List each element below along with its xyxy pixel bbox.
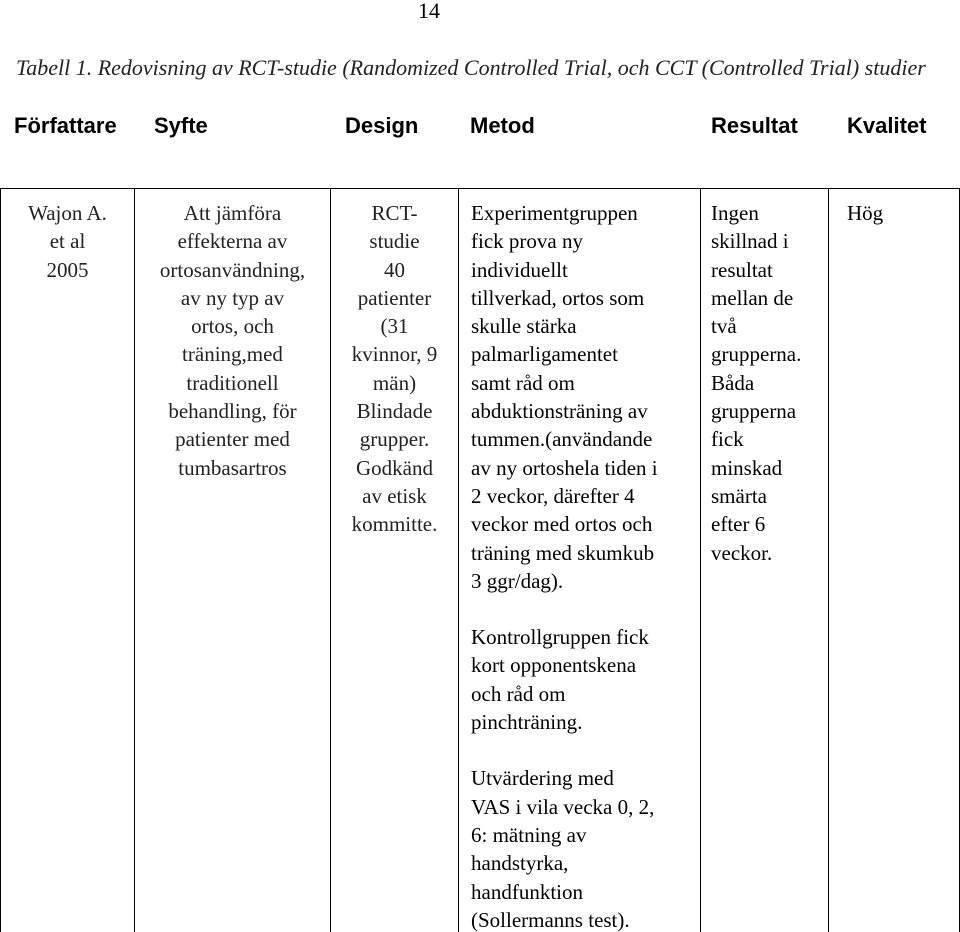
cell-quality xyxy=(829,189,960,932)
cell-design xyxy=(331,189,459,932)
method-control-text: Kontrollgruppen fick kort opponentskena och råd om pinchträning. xyxy=(471,625,649,735)
header-purpose: Syfte xyxy=(154,113,208,138)
purpose-text: Att jämföra effekterna av ortosanvändning, av ny typ av ortos, och träning,med traditionell behandling, för patienter med tumbasartros xyxy=(159,201,306,480)
author-text: Wajon A. et al 2005 xyxy=(28,201,107,282)
result-text: Ingen skillnad i resultat mellan de två grupperna. Båda grupperna fick minskad smärta efter 6 veckor. xyxy=(711,201,802,565)
quality-text: Hög xyxy=(847,201,884,225)
header-quality: Kvalitet xyxy=(847,113,927,138)
method-experiment-text: Experimentgruppen fick prova ny individuellt tillverkad, ortos som skulle stärka palmarligamentet samt råd om abduktionsträning av tummen.(användande av ny ortoshela tiden i 2 veckor, därefter 4 veckor med ortos och träning med skumkub 3 ggr/dag). xyxy=(471,201,658,593)
cell-method xyxy=(459,189,701,932)
method-evaluation-text: Utvärdering med VAS i vila vecka 0, 2, 6: mätning av handstyrka, handfunktion (Sollermanns test). xyxy=(471,766,655,932)
table-caption: Tabell 1. Redovisning av RCT-studie (Randomized Controlled Trial, och CCT (Controlled Trial) studier xyxy=(16,55,926,80)
cell-author xyxy=(1,189,135,932)
table-header-row xyxy=(14,111,940,141)
header-result: Resultat xyxy=(711,113,798,138)
header-author: Författare xyxy=(14,113,117,138)
header-design: Design xyxy=(345,113,419,138)
header-method: Metod xyxy=(470,113,535,138)
cell-result xyxy=(701,189,829,932)
cell-purpose xyxy=(135,189,331,932)
study-table xyxy=(0,188,960,932)
design-text: RCT- studie 40 patienter (31 kvinnor, 9 män) Blindade grupper. Godkänd av etisk kommitte. xyxy=(351,201,438,537)
page-number: 14 xyxy=(418,0,440,23)
